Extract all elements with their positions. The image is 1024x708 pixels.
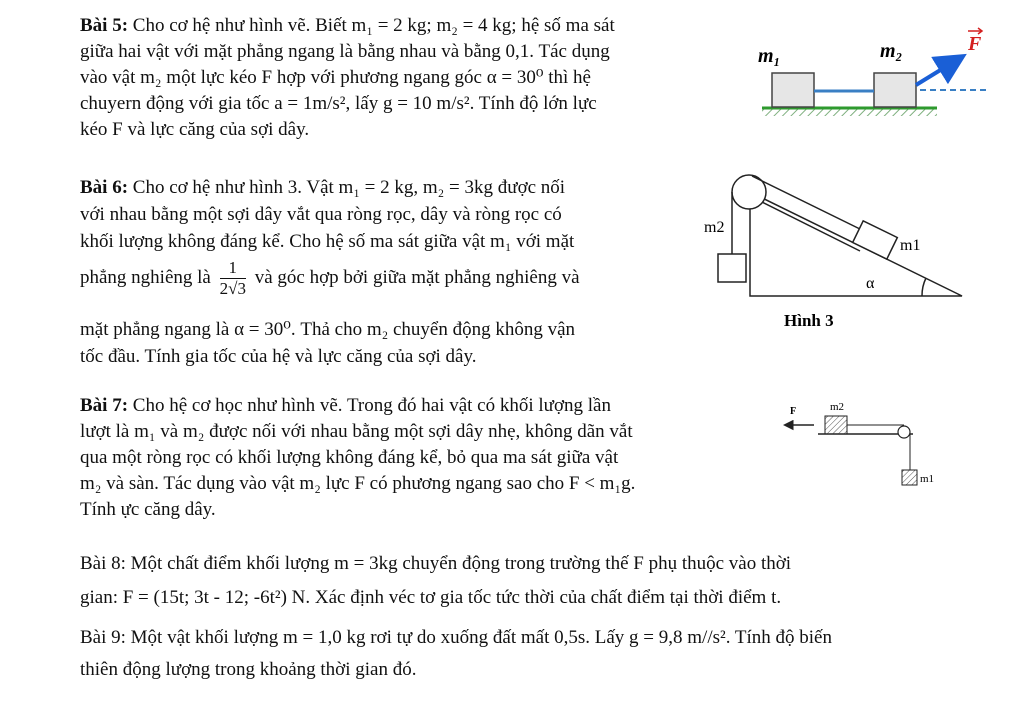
- label-m2: m2: [830, 401, 845, 413]
- pulley: [898, 426, 910, 438]
- p6-line-4b: và góc hợp bởi giữa mặt phẳng nghiêng và: [254, 267, 580, 288]
- label-alpha: α: [866, 275, 875, 292]
- fraction-numerator: 1: [220, 258, 246, 279]
- force-arrow: [916, 58, 960, 85]
- p7-figure: [778, 392, 948, 502]
- p5-label: Bài 5:: [80, 15, 129, 36]
- ground-hatch: [762, 109, 937, 116]
- p7-line-1: [80, 394, 611, 418]
- p6-line-4: [80, 256, 580, 300]
- p7-line-5: Tính ực căng dây.: [80, 499, 216, 520]
- p6-line-3: khối lượng không đáng kể. Cho hệ số ma sát giữa vật m₁ với mặt: [80, 231, 575, 252]
- label-m1: m1: [920, 473, 935, 485]
- p5-line-2: giữa hai vật với mặt phẳng ngang là bằng nhau và bằng 0,1. Tác dụng: [80, 41, 610, 62]
- rope-lower: [762, 202, 860, 251]
- label-m2: m2: [704, 219, 725, 236]
- p7-line-3: qua một ròng rọc có khối lượng không đáng kể, bỏ qua ma sát giữa vật: [80, 447, 619, 468]
- p6-line-1: [80, 176, 565, 200]
- p6-line-4a: phẳng nghiêng là: [80, 267, 211, 288]
- p9-line-1: Bài 9: Một vật khối lượng m = 1,0 kg rơi tự do xuống đất mất 0,5s. Lấy g = 9,8 m//s². Tính độ biến: [80, 627, 832, 648]
- p5-line-1-text: Cho cơ hệ như hình vẽ. Biết m₁ = 2 kg; m₂ = 4 kg; hệ số ma sát: [132, 15, 615, 36]
- p5-line-3: vào vật m₂ một lực kéo F hợp với phương ngang góc α = 30⁰ thì hệ: [80, 67, 591, 88]
- label-F: F: [790, 406, 797, 417]
- p5-line-4: chuyern động với gia tốc a = 1m/s², lấy g = 10 m/s². Tính độ lớn lực: [80, 93, 597, 114]
- block-m2: [874, 73, 916, 107]
- p6-line-2: với nhau bằng một sợi dây vắt qua ròng rọc, dây và ròng rọc có: [80, 204, 562, 225]
- figure-caption: Hình 3: [784, 311, 834, 330]
- p5-figure: [752, 10, 992, 130]
- block-m1: [772, 73, 814, 107]
- angle-arc: [922, 278, 926, 296]
- p6-label: Bài 6:: [80, 177, 129, 198]
- p8-line-1: Bài 8: Một chất điểm khối lượng m = 3kg chuyển động trong trường thế F phụ thuộc vào thời: [80, 553, 792, 574]
- rope-upper: [752, 176, 864, 231]
- fraction-denominator: 2√3: [219, 279, 246, 299]
- p7-line-1-text: Cho hệ cơ học như hình vẽ. Trong đó hai vật có khối lượng lần: [132, 395, 611, 416]
- p7-line-2: lượt là m₁ và m₂ được nối với nhau bằng một sợi dây nhẹ, không dãn vắt: [80, 421, 633, 442]
- p6-line-1-text: Cho cơ hệ như hình 3. Vật m₁ = 2 kg, m₂ = 3kg được nối: [132, 177, 566, 198]
- p7-line-4: m₂ và sàn. Tác dụng vào vật m₂ lực F có phương ngang sao cho F < m₁g.: [80, 473, 636, 494]
- label-m1: m1: [900, 237, 921, 254]
- friction-fraction: [220, 258, 246, 299]
- label-F: F: [968, 33, 982, 55]
- p8-line-2: gian: F = (15t; 3t - 12; -6t²) N. Xác định véc tơ gia tốc tức thời của chất điểm tại thời điểm t.: [80, 587, 782, 608]
- p5-line-1: [80, 14, 615, 38]
- label-m1: m₁: [758, 45, 781, 67]
- p9-line-2: thiên động lượng trong khoảng thời gian đó.: [80, 659, 417, 680]
- block-m2: [825, 416, 847, 434]
- label-m2: m₂: [880, 40, 903, 62]
- p6-line-6: tốc đầu. Tính gia tốc của hệ và lực căng của sợi dây.: [80, 346, 477, 367]
- block-m1: [853, 221, 898, 259]
- block-m1: [902, 470, 917, 485]
- block-m2: [718, 254, 746, 282]
- p5-line-5: kéo F và lực căng của sợi dây.: [80, 119, 310, 140]
- p6-line-5: mặt phẳng ngang là α = 30⁰. Thả cho m₂ chuyển động không vận: [80, 319, 576, 340]
- p7-label: Bài 7:: [80, 395, 129, 416]
- p6-figure: [700, 168, 970, 338]
